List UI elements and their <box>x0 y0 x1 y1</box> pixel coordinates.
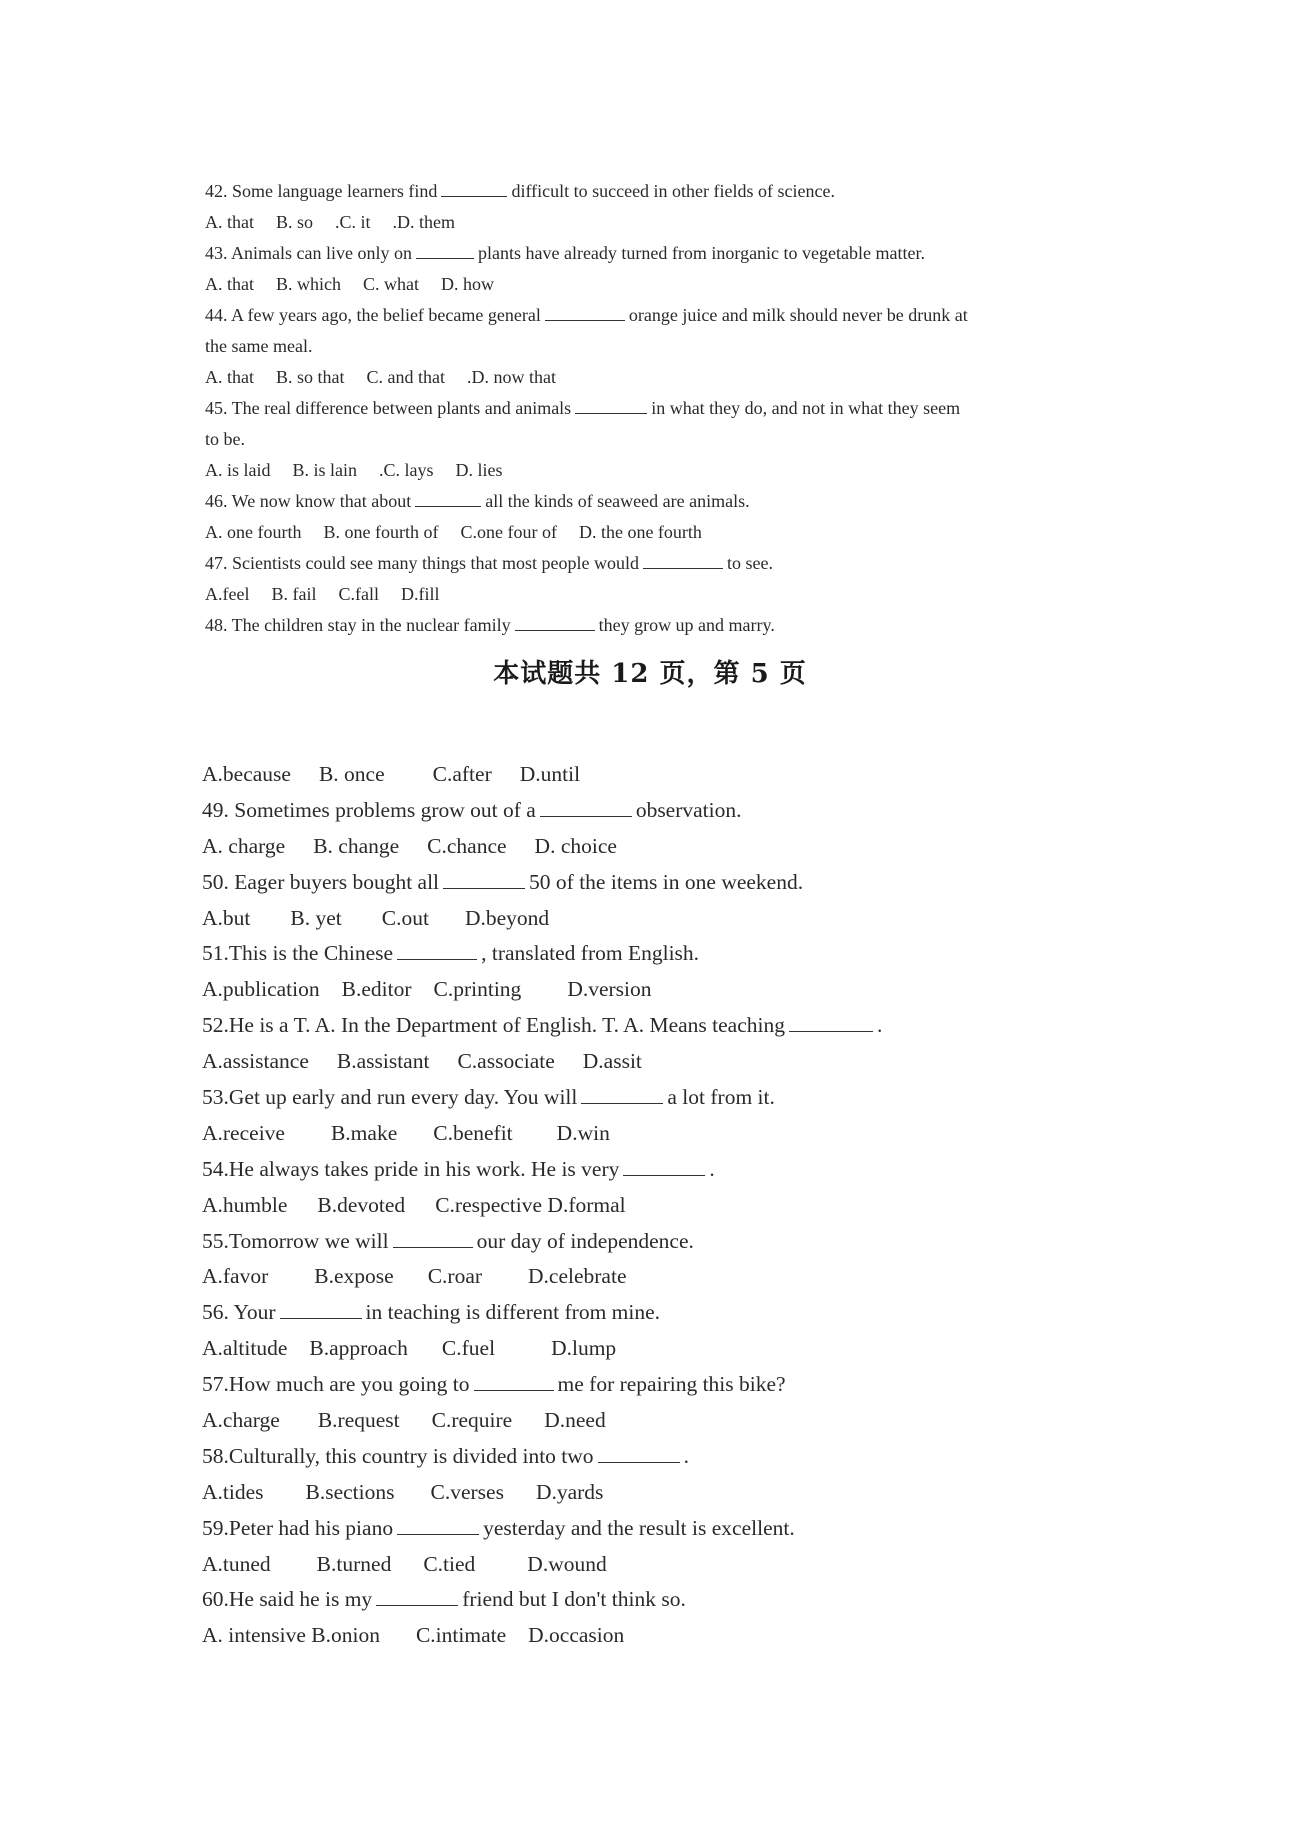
option-d: .D. now that <box>467 367 557 387</box>
option-c: C.require <box>431 1408 513 1433</box>
question-59-options <box>202 1547 1102 1583</box>
questions-section-top <box>205 176 1105 641</box>
option-a: A. that <box>205 274 254 294</box>
option-a: A.altitude <box>202 1336 288 1361</box>
option-c: C.fall <box>338 584 379 604</box>
option-a: A.publication <box>202 977 320 1002</box>
option-c: .C. lays <box>379 460 434 480</box>
option-d: D.yards <box>535 1479 604 1504</box>
question-45-continuation: to be. <box>205 429 245 449</box>
answer-blank <box>416 257 474 259</box>
option-c: C.one four of <box>460 522 557 542</box>
option-c: C.respective D.formal <box>435 1192 626 1217</box>
option-b: B.editor <box>341 977 412 1002</box>
questions-section-bottom <box>202 757 1102 1654</box>
answer-blank <box>443 887 525 889</box>
option-ab: A. intensive B.onion <box>202 1623 380 1648</box>
option-a: A.receive <box>202 1120 285 1145</box>
option-a: A. is laid <box>205 460 271 480</box>
option-c: C.out <box>381 905 429 930</box>
option-d: D.wound <box>527 1551 607 1576</box>
question-50-options <box>202 901 1102 937</box>
option-a: A.charge <box>202 1408 280 1433</box>
answer-blank <box>393 1246 473 1248</box>
answer-blank <box>441 195 507 197</box>
answer-blank <box>598 1461 680 1463</box>
option-b: B.expose <box>314 1264 394 1289</box>
question-55: 55.Tomorrow we will our day of independence. <box>202 1228 694 1253</box>
option-d: D.win <box>556 1120 610 1145</box>
question-53-options <box>202 1116 1102 1152</box>
answer-blank <box>575 412 647 414</box>
option-a: A.but <box>202 905 251 930</box>
question-48: 48. The children stay in the nuclear family they grow up and marry. <box>205 615 775 635</box>
question-52: 52.He is a T. A. In the Department of English. T. A. Means teaching . <box>202 1013 883 1038</box>
option-c: C.roar <box>427 1264 483 1289</box>
question-45-options <box>205 455 1105 486</box>
question-47-options <box>205 579 1105 610</box>
option-c: C.chance <box>427 833 507 858</box>
option-b: B.sections <box>305 1479 395 1504</box>
option-b: B. change <box>313 833 400 858</box>
option-d: .D. them <box>392 212 456 232</box>
question-57: 57.How much are you going to me for repairing this bike? <box>202 1372 786 1397</box>
option-c: C.intimate <box>415 1623 507 1648</box>
option-a: A.assistance <box>202 1049 309 1074</box>
option-a: A. charge <box>202 833 286 858</box>
answer-blank <box>515 629 595 631</box>
option-a: A.tuned <box>202 1551 271 1576</box>
question-42: 42. Some language learners find difficult to succeed in other fields of science. <box>205 181 835 201</box>
question-59: 59.Peter had his piano yesterday and the result is excellent. <box>202 1515 795 1540</box>
question-50: 50. Eager buyers bought all 50 of the items in one weekend. <box>202 869 804 894</box>
question-58-options <box>202 1475 1102 1511</box>
question-58: 58.Culturally, this country is divided into two . <box>202 1443 689 1468</box>
answer-blank <box>280 1317 362 1319</box>
question-49-options <box>202 829 1102 865</box>
option-d: D. lies <box>455 460 503 480</box>
option-c: C.printing <box>433 977 522 1002</box>
option-d: D.version <box>567 977 652 1002</box>
option-a: A.feel <box>205 584 250 604</box>
answer-blank <box>397 958 477 960</box>
question-52-options <box>202 1044 1102 1080</box>
question-48-options <box>202 757 1102 793</box>
option-c: C.fuel <box>441 1336 496 1361</box>
question-55-options <box>202 1259 1102 1295</box>
option-b: B.request <box>317 1408 400 1433</box>
option-d: D. choice <box>534 833 617 858</box>
option-c: C.verses <box>430 1479 504 1504</box>
question-46-options <box>205 517 1105 548</box>
answer-blank <box>376 1604 458 1606</box>
question-43-options <box>205 269 1105 300</box>
option-a: A.tides <box>202 1479 264 1504</box>
answer-blank <box>415 505 481 507</box>
answer-blank <box>545 319 625 321</box>
option-b: B. so that <box>276 367 345 387</box>
answer-blank <box>789 1030 873 1032</box>
option-d: D.beyond <box>464 905 550 930</box>
option-b: B. fail <box>271 584 317 604</box>
option-b: B. yet <box>290 905 342 930</box>
question-60-options <box>202 1618 1102 1654</box>
option-c: C.benefit <box>433 1120 513 1145</box>
option-b: B. which <box>276 274 341 294</box>
option-b: B.approach <box>309 1336 408 1361</box>
option-b: B. is lain <box>292 460 358 480</box>
question-54-options <box>202 1188 1102 1224</box>
answer-blank <box>643 567 723 569</box>
option-a: A.favor <box>202 1264 269 1289</box>
question-54: 54.He always takes pride in his work. He is very . <box>202 1156 715 1181</box>
option-d: D.occasion <box>528 1623 625 1648</box>
question-44: 44. A few years ago, the belief became general orange juice and milk should never be drunk at <box>205 305 968 325</box>
option-b: B. once <box>318 762 385 786</box>
option-d: D. how <box>441 274 494 294</box>
question-56-options <box>202 1331 1102 1367</box>
option-d: D. the one fourth <box>578 522 702 542</box>
question-53: 53.Get up early and run every day. You will a lot from it. <box>202 1085 775 1110</box>
page-footer: 本试题共 12 页，第 5 页 <box>493 659 807 689</box>
answer-blank <box>540 815 632 817</box>
question-60: 60.He said he is my friend but I don't think so. <box>202 1587 686 1612</box>
option-c: C. and that <box>366 367 446 387</box>
option-b: B. so <box>276 212 314 232</box>
answer-blank <box>397 1533 479 1535</box>
question-47: 47. Scientists could see many things that most people would to see. <box>205 553 773 573</box>
option-b: B.assistant <box>336 1049 430 1074</box>
question-46: 46. We now know that about all the kinds of seaweed are animals. <box>205 491 750 511</box>
question-45: 45. The real difference between plants and animals in what they do, and not in what they seem <box>205 398 961 418</box>
option-d: D.assit <box>582 1049 642 1074</box>
option-a: A.because <box>202 762 291 786</box>
option-a: A. that <box>205 212 254 232</box>
option-c: .C. it <box>335 212 371 232</box>
question-57-options <box>202 1403 1102 1439</box>
question-44-continuation: the same meal. <box>205 336 313 356</box>
option-a: A. one fourth <box>205 522 302 542</box>
question-44-options <box>205 362 1105 393</box>
option-b: B. one fourth of <box>323 522 439 542</box>
option-c: C.tied <box>423 1551 476 1576</box>
question-51: 51.This is the Chinese , translated from English. <box>202 941 700 966</box>
option-b: B.turned <box>316 1551 392 1576</box>
option-c: C.associate <box>457 1049 555 1074</box>
question-56: 56. Your in teaching is different from mine. <box>202 1300 661 1325</box>
option-b: B.make <box>330 1120 398 1145</box>
answer-blank <box>474 1389 554 1391</box>
answer-blank <box>581 1102 663 1104</box>
option-a: A. that <box>205 367 254 387</box>
option-c: C. what <box>363 274 419 294</box>
question-51-options <box>202 972 1102 1008</box>
question-49: 49. Sometimes problems grow out of a observation. <box>202 797 742 822</box>
option-d: D.until <box>519 762 581 786</box>
option-c: C.after <box>432 762 492 786</box>
option-d: D.lump <box>551 1336 617 1361</box>
option-d: D.need <box>544 1408 606 1433</box>
option-d: D.fill <box>400 584 440 604</box>
question-42-options <box>205 207 1105 238</box>
option-b: B.devoted <box>317 1192 406 1217</box>
option-a: A.humble <box>202 1192 288 1217</box>
answer-blank <box>623 1174 705 1176</box>
question-43: 43. Animals can live only on plants have already turned from inorganic to vegetable matter. <box>205 243 925 263</box>
option-d: D.celebrate <box>528 1264 627 1289</box>
